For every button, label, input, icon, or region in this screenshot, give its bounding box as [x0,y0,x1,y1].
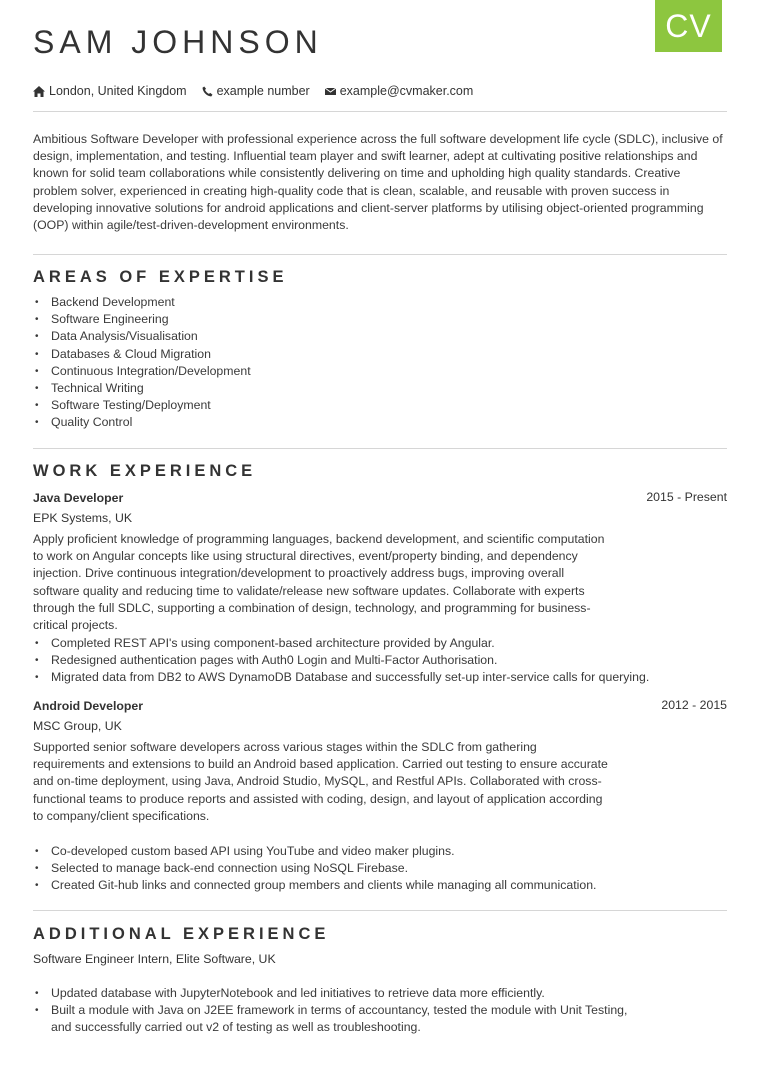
contact-email [325,84,474,98]
divider [33,448,727,449]
job-date: 2012 - 2015 [661,698,727,712]
achievement-item: • Created Git-hub links and connected group members and clients while managing all communication. [33,877,596,894]
expertise-item: • Software Engineering [33,311,251,328]
expertise-item: • Data Analysis/Visualisation [33,328,251,345]
achievement-item: • Migrated data from DB2 to AWS DynamoDB Database and successfully set-up inter-service calls for querying. [33,669,649,686]
achievement-item: • Redesigned authentication pages with Auth0 Login and Multi-Factor Authorisation. [33,652,649,669]
additional-role: Software Engineer Intern, Elite Software, UK [33,952,276,966]
cv-logo-badge: CV [655,0,722,52]
divider [33,910,727,911]
job-achievements [33,843,596,895]
section-heading-work: WORK EXPERIENCE [33,462,257,480]
professional-summary: Ambitious Software Developer with professional experience across the full software development life cycle (SDLC), inclusive of design, implementation, and testing. Influential team player and swift learner, adept at cultivating positive relationships and known for solid team collaborations while consistently delivering on time and upholding high quality standards. Creative problem solver, experienced in creating high-quality code that is clean, scalable, and reusable with proven success in developing innovative solutions for android applications and client-server platforms by utilising object-oriented programming (OOP) within agile/test-driven-development environments. [33,132,723,233]
achievement-item: • Selected to manage back-end connection using NoSQL Firebase. [33,860,596,877]
section-heading-additional: ADDITIONAL EXPERIENCE [33,925,330,943]
job-company: EPK Systems, UK [33,511,133,525]
achievement-item: • Built a module with Java on J2EE framework in terms of accountancy, tested the module with Unit Testing, and successfully carried out v2 of testing as well as troubleshooting. [33,1002,633,1036]
expertise-item: • Databases & Cloud Migration [33,346,251,363]
divider [33,254,727,255]
candidate-name: SAM JOHNSON [33,24,323,60]
job-company: MSC Group, UK [33,719,122,733]
location-text: London, United Kingdom [49,84,187,98]
job-date: 2015 - Present [646,490,727,504]
contact-phone [202,84,310,98]
email-text: example@cvmaker.com [339,84,474,98]
home-icon [33,86,45,97]
job-description: Apply proficient knowledge of programming languages, backend development, and scientific computation to work on Angular concepts like using structural directives, event/property binding, and dependency injection. Drive continuous integration/development to proactively address bugs, improving overall software quality and reducing time to validate/release new software updates. Collaborate with experts through the full SDLC, supporting a combination of design, technology, and programming for business-critical projects. [33,532,605,633]
phone-text: example number [216,84,310,98]
expertise-item: • Quality Control [33,414,251,431]
job-title: Android Developer [33,699,144,713]
divider [33,111,727,112]
job-achievements [33,635,649,687]
job-description: Supported senior software developers across various stages within the SDLC from gathering requirements and extensions to build an Android based application. Carried out testing to ensure accurate and on-time deployment, using Java, Android Studio, MySQL, and Restful APIs. Collaborated with cross-functional teams to produce reports and assisted with coding, design, and layout of application according to company/client specifications. [33,740,608,823]
phone-icon [202,86,213,97]
additional-achievements [33,985,633,1037]
job-title: Java Developer [33,491,124,505]
achievement-item: • Co-developed custom based API using YouTube and video maker plugins. [33,843,596,860]
expertise-item: • Backend Development [33,294,251,311]
expertise-item: • Software Testing/Deployment [33,397,251,414]
achievement-item: • Completed REST API's using component-based architecture provided by Angular. [33,635,649,652]
contact-location [33,84,187,98]
expertise-item: • Continuous Integration/Development [33,363,251,380]
expertise-list [33,294,251,432]
achievement-item: • Updated database with JupyterNotebook and led initiatives to retrieve data more efficiently. [33,985,633,1002]
envelope-icon [325,87,336,96]
section-heading-expertise: AREAS OF EXPERTISE [33,268,288,286]
contact-bar [33,84,473,98]
expertise-item: • Technical Writing [33,380,251,397]
